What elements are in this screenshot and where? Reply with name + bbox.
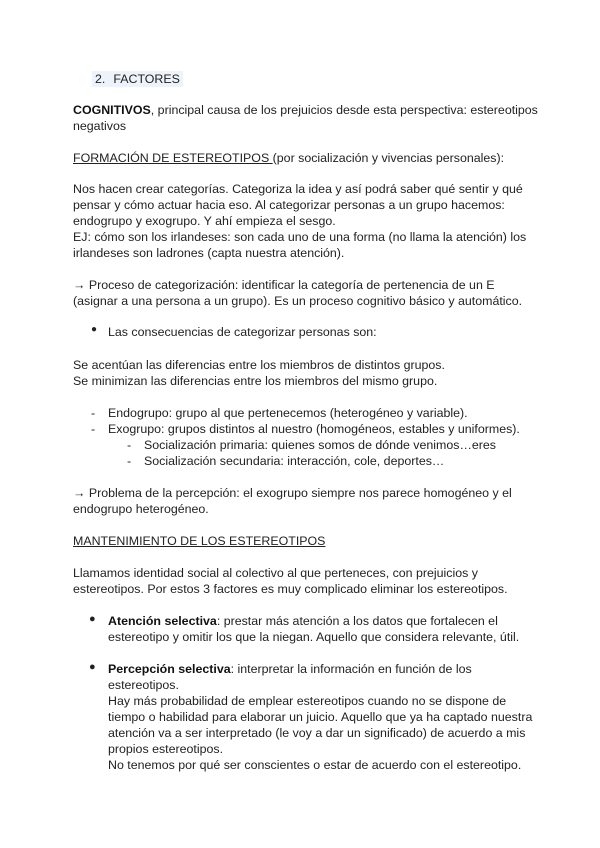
identidad-paragraph bbox=[73, 565, 543, 597]
paragraph-line: Llamamos identidad social al colectivo al que perteneces, con prejuicios y bbox=[73, 566, 478, 580]
paragraph-line: → Proceso de categorización: identificar la categoría de pertenencia de un E bbox=[73, 278, 495, 292]
socializacion-list bbox=[144, 437, 600, 469]
consecuencias-bullet bbox=[108, 324, 578, 340]
section-number: 2. bbox=[95, 72, 106, 86]
percepcion-sel-text: : interpretar la información en función de los bbox=[230, 662, 472, 676]
atencion-bullet bbox=[108, 613, 578, 645]
percepcion-paragraph bbox=[73, 485, 543, 517]
atencion-text-cont: estereotipo y omitir los que la niegan. Aquello que considera relevante, útil. bbox=[108, 630, 520, 644]
formacion-title: FORMACIÓN DE ESTEREOTIPOS bbox=[73, 151, 273, 165]
atencion-term: Atención selectiva bbox=[108, 614, 217, 628]
paragraph-line: → Problema de la percepción: el exogrupo siempre nos parece homogéneo y el bbox=[73, 486, 512, 500]
dash-icon: - bbox=[91, 422, 96, 436]
paragraph-line: (asignar a una persona a un grupo). Es un proceso cognitivo básico y automático. bbox=[73, 294, 523, 308]
formacion-subtitle: (por socialización y vivencias personales): bbox=[272, 151, 505, 165]
cognitivos-paragraph bbox=[73, 102, 543, 134]
bullet-text: Las consecuencias de categorizar personas son: bbox=[108, 325, 377, 339]
formacion-heading bbox=[73, 150, 543, 166]
paragraph-line: Nos hacen crear categorías. Categoriza la idea y así podrá saber qué sentir y qué bbox=[73, 182, 523, 196]
paragraph-line: endogrupo heterogéneo. bbox=[73, 502, 209, 516]
dash-icon: - bbox=[91, 406, 96, 420]
paragraph-line: tiempo o habilidad para elaborar un juicio. Aquello que ya ha captado nuestra bbox=[108, 710, 533, 724]
dash-icon: - bbox=[127, 438, 132, 452]
dash-icon: - bbox=[127, 454, 132, 468]
list-item: Socialización primaria: quienes somos de dónde venimos…eres bbox=[144, 438, 496, 452]
percepcion-selectiva-bullet bbox=[108, 661, 578, 773]
paragraph-line: No tenemos por qué ser conscientes o estar de acuerdo con el estereotipo. bbox=[108, 758, 522, 772]
section-heading bbox=[92, 71, 183, 87]
list-item: Socialización secundaria: interacción, cole, deportes… bbox=[144, 454, 445, 468]
bullet-icon: ● bbox=[89, 613, 96, 625]
cognitivos-text-cont: negativos bbox=[73, 119, 127, 133]
paragraph-line: Se acentúan las diferencias entre los miembros de distintos grupos. bbox=[73, 358, 445, 372]
paragraph-line: endogrupo y exogrupo. Y ahí empieza el sesgo. bbox=[73, 214, 336, 228]
mantenimiento-title: MANTENIMIENTO DE LOS ESTEREOTIPOS bbox=[73, 534, 326, 548]
grupos-list bbox=[108, 405, 578, 437]
proceso-paragraph bbox=[73, 277, 543, 309]
section-title: FACTORES bbox=[113, 72, 180, 86]
atencion-text: : prestar más atención a los datos que fortalecen el bbox=[216, 614, 498, 628]
paragraph-line: propios estereotipos. bbox=[108, 742, 224, 756]
paragraph-line: irlandeses son ladrones (capta nuestra atención). bbox=[73, 246, 345, 260]
list-item: Exogrupo: grupos distintos al nuestro (homogéneos, estables y uniformes). bbox=[108, 422, 520, 436]
cognitivos-text: , principal causa de los prejuicios desde esta perspectiva: estereotipos bbox=[150, 103, 538, 117]
percepcion-term: Percepción selectiva bbox=[108, 662, 231, 676]
paragraph-line: Hay más probabilidad de emplear estereotipos cuando no se dispone de bbox=[108, 694, 507, 708]
paragraph-line: estereotipos. bbox=[108, 678, 179, 692]
paragraph-line: Se minimizan las diferencias entre los miembros del mismo grupo. bbox=[73, 374, 438, 388]
list-item: Endogrupo: grupo al que pertenecemos (heterogéneo y variable). bbox=[108, 406, 468, 420]
paragraph-line: pensar y cómo actuar hacia eso. Al categorizar personas a un grupo hacemos: bbox=[73, 198, 505, 212]
bullet-icon: ● bbox=[89, 661, 96, 673]
cognitivos-term: COGNITIVOS bbox=[73, 103, 151, 117]
paragraph-line: EJ: cómo son los irlandeses: son cada uno de una forma (no llama la atención) los bbox=[73, 230, 527, 244]
paragraph-line: estereotipos. Por estos 3 factores es muy complicado eliminar los estereotipos. bbox=[73, 582, 508, 596]
mantenimiento-heading bbox=[73, 533, 543, 549]
paragraph-line: atención va a ser interpretado (le voy a dar un significado) de acuerdo a mis bbox=[108, 726, 526, 740]
diferencias-paragraph bbox=[73, 357, 543, 389]
bullet-icon: ● bbox=[91, 324, 98, 335]
categorias-paragraph bbox=[73, 181, 543, 261]
